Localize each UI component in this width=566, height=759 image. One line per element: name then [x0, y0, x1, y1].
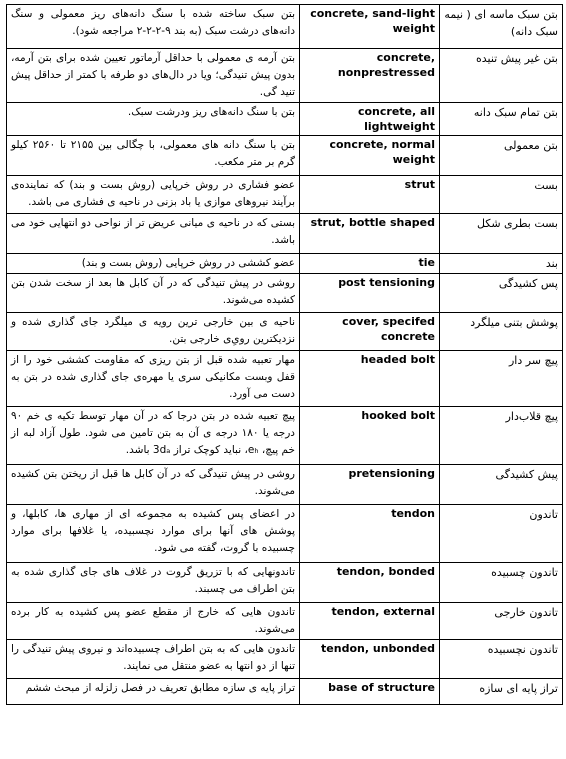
glossary-row	[7, 563, 563, 603]
term-definition: بتن با سنگ دانه‌های ریز ودرشت سبک.	[7, 103, 300, 136]
term-english: pretensioning	[300, 465, 440, 505]
term-english: tendon, unbonded	[300, 640, 440, 679]
term-english: hooked bolt	[300, 407, 440, 465]
glossary-row	[7, 5, 563, 49]
term-definition: بتن با سنگ دانه های معمولی، با چگالی بین ۲۱۵۵ تا ۲۵۶۰ کیلو گرم بر متر مکعب.	[7, 136, 300, 176]
term-persian: پوشش بتنی میلگرد	[440, 313, 563, 351]
term-english: concrete, normal weight	[300, 136, 440, 176]
term-definition: عضو کششی در روش خرپایی (روش بست و بند)	[7, 254, 300, 274]
term-english: tendon, bonded	[300, 563, 440, 603]
term-english: concrete, sand-light weight	[300, 5, 440, 49]
term-persian: تاندون خارجی	[440, 603, 563, 640]
glossary-row	[7, 505, 563, 563]
glossary-row	[7, 407, 563, 465]
term-definition: تاندون هایی که به بتن اطراف چسبیده‌اند و نیروی پیش تنیدگی را تنها از دو انتها به عضو منتقل می نمایند.	[7, 640, 300, 679]
term-persian: بند	[440, 254, 563, 274]
term-definition: مهار تعبیه شده قبل از بتن ریزی که مقاومت کششی خود را از قفل وبست مکانیکی سری یا مهره‌ی جای گذاری شده در بتن به دست می آورد.	[7, 351, 300, 407]
term-definition: تاندون هایی که خارج از مقطع عضو پس کشیده به کار برده می‌شوند.	[7, 603, 300, 640]
term-definition: ناحیه ی بین خارجی ترین رویه ی میلگرد جای گذاری شده و نزدیکترین رویِ‌ی خارجی بتن.	[7, 313, 300, 351]
term-definition: در اعضای پس کشیده به مجموعه ای از مهاری ها، کابلها، و پوشش های آنها برای موارد نچسبیده، یا غلافها برای موارد چسبیده با گروت، گفته می شود.	[7, 505, 300, 563]
term-persian: بتن سبک ماسه ای ( نیمه سبک دانه)	[440, 5, 563, 49]
term-definition: تراز پایه ی سازه مطابق تعریف در فصل زلزله از مبحث ششم	[7, 679, 300, 705]
glossary-row	[7, 136, 563, 176]
glossary-row	[7, 313, 563, 351]
term-definition: روشی در پیش تنیدگی که در آن کابل ها بعد از سخت شدن بتن کشیده می‌شوند.	[7, 274, 300, 313]
term-english: cover, specifed concrete	[300, 313, 440, 351]
glossary-row	[7, 214, 563, 254]
term-persian: بتن معمولی	[440, 136, 563, 176]
term-persian: بست بطری شکل	[440, 214, 563, 254]
term-persian: تاندون نچسبیده	[440, 640, 563, 679]
glossary-row	[7, 465, 563, 505]
glossary-row	[7, 351, 563, 407]
term-definition: بستی که در ناحیه ی میانی عریض تر از نواحی دو انتهایی خود می باشد.	[7, 214, 300, 254]
term-definition: پیچ تعبیه شده در بتن درجا که در آن مهار توسط تکیه ی خم ۹۰ درجه یا ۱۸۰ درجه ی آن به بتن تامین می شود. طول آزاد لبه از خم پیچ، eₕ، نباید کوچک تراز 3dₐ باشد.	[7, 407, 300, 465]
term-persian: پیچ قلاب‌دار	[440, 407, 563, 465]
term-persian: پیش کشیدگی	[440, 465, 563, 505]
term-persian: تاندون	[440, 505, 563, 563]
term-persian: بتن تمام سبک دانه	[440, 103, 563, 136]
term-english: strut, bottle shaped	[300, 214, 440, 254]
term-english: concrete, nonprestressed	[300, 49, 440, 103]
term-persian: تاندون چسبیده	[440, 563, 563, 603]
term-definition: بتن آرمه ی معمولی با حداقل آرماتور تعیین شده برای بتن آرمه، بدون پیش تنیدگی؛ ویا در دال‌های دو طرفه با کمتر از حداقل پیش تنید گی.	[7, 49, 300, 103]
glossary-row	[7, 679, 563, 705]
glossary-row	[7, 274, 563, 313]
term-persian: پس کشیدگی	[440, 274, 563, 313]
term-english: headed bolt	[300, 351, 440, 407]
term-persian: پیچ سر دار	[440, 351, 563, 407]
glossary-row	[7, 103, 563, 136]
term-english: tie	[300, 254, 440, 274]
glossary-row	[7, 603, 563, 640]
term-definition: بتن سبک ساخته شده با سنگ دانه‌های ریز معمولی و سنگ دانه‌های درشت سبک (به بند ۹-۲-۲-۲ مراجعه شود).	[7, 5, 300, 49]
term-persian: بتن غیر پیش تنیده	[440, 49, 563, 103]
term-english: post tensioning	[300, 274, 440, 313]
glossary-row	[7, 176, 563, 214]
term-definition: عضو فشاری در روش خرپایی (روش بست و بند) که نماینده‌ی برآیند نیروهای موازی یا باد بزنی در ناحیه ی فشاری می باشد.	[7, 176, 300, 214]
glossary-table	[6, 4, 563, 705]
term-english: tendon, external	[300, 603, 440, 640]
term-english: concrete, all lightweight	[300, 103, 440, 136]
term-persian: تراز پایه ای سازه	[440, 679, 563, 705]
term-persian: بست	[440, 176, 563, 214]
glossary-row	[7, 640, 563, 679]
glossary-row	[7, 49, 563, 103]
term-definition: تاندونهایی که با تزریق گروت در غلاف های جای گذاری شده به بتن اطراف می چسبند.	[7, 563, 300, 603]
glossary-body	[7, 5, 563, 705]
glossary-row	[7, 254, 563, 274]
term-definition: روشی در پیش تنیدگی که در آن کابل ها قبل از ریختن بتن کشیده می‌شوند.	[7, 465, 300, 505]
term-english: base of structure	[300, 679, 440, 705]
term-english: tendon	[300, 505, 440, 563]
term-english: strut	[300, 176, 440, 214]
